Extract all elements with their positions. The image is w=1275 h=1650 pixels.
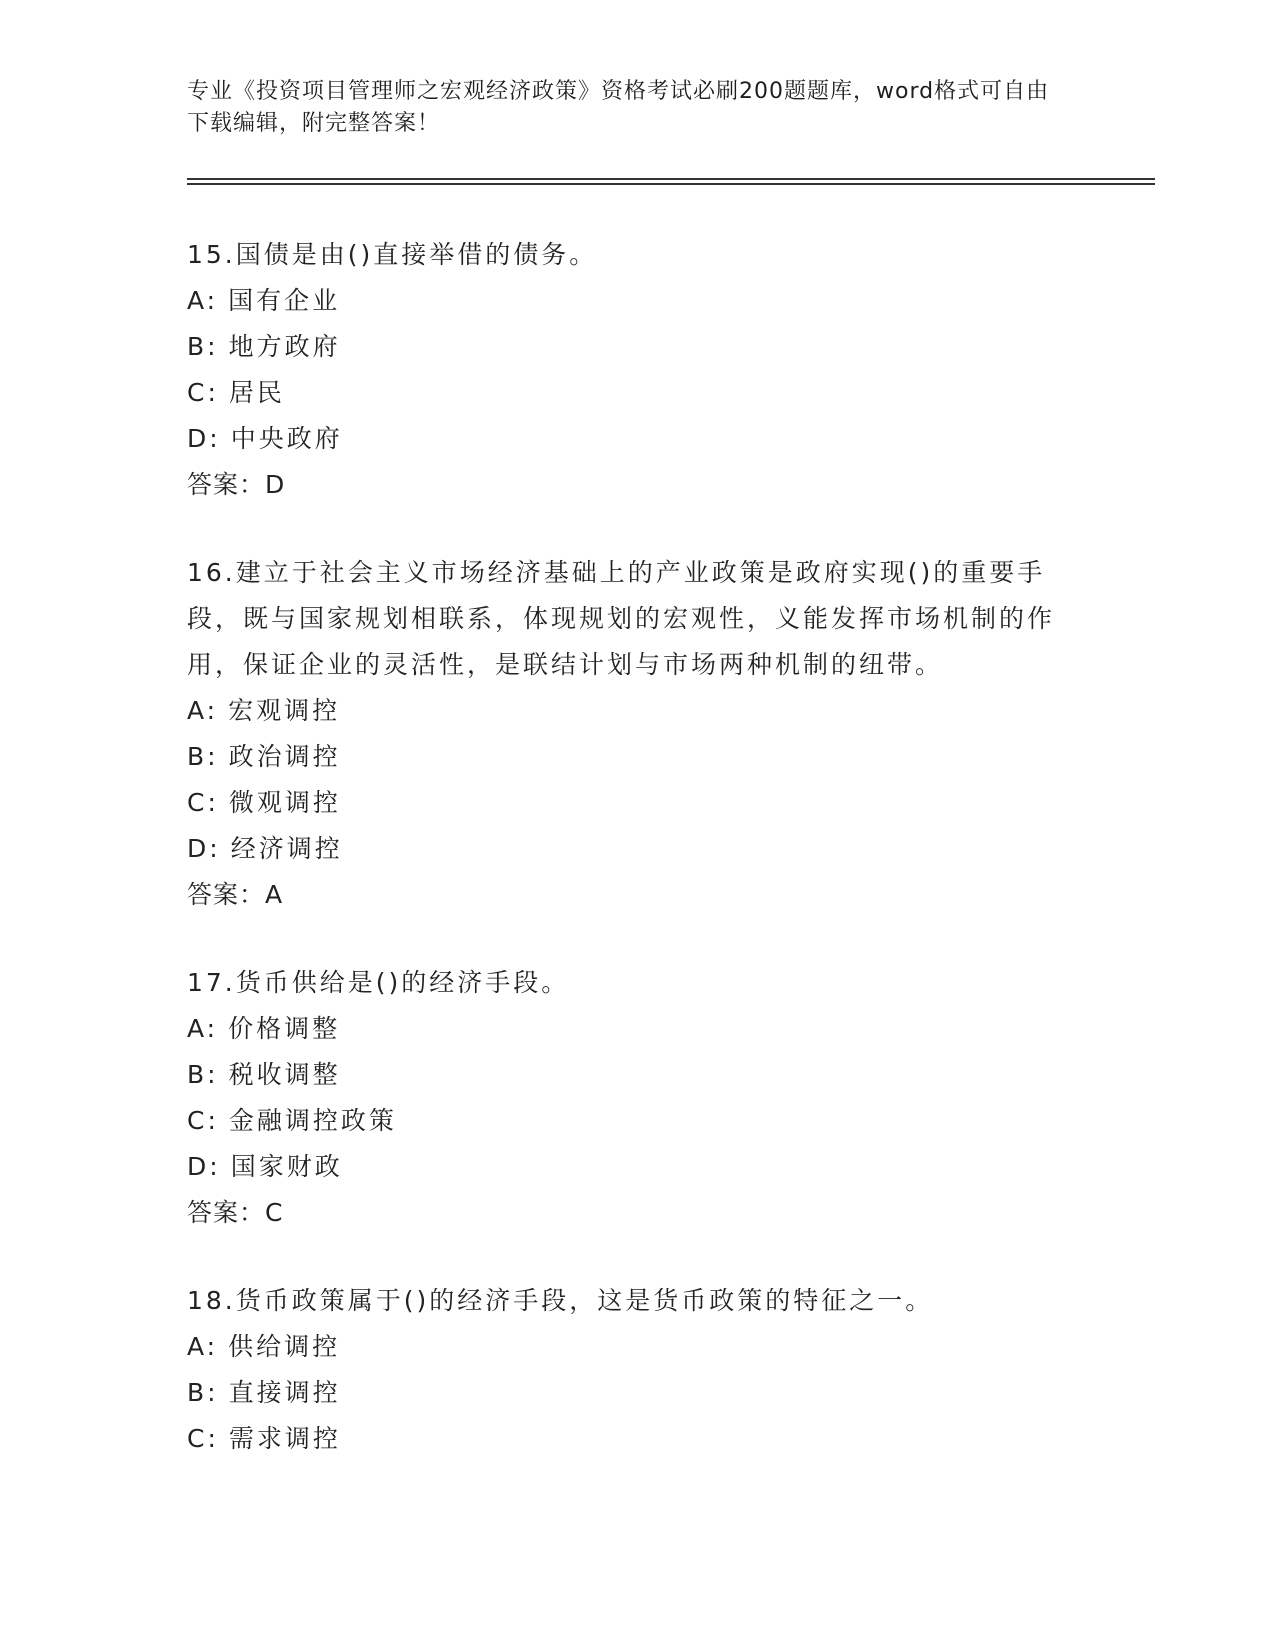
option-letter: C: [187, 1424, 219, 1453]
option-letter: B: [187, 1060, 219, 1089]
option-text: 直接调控 [228, 1378, 341, 1407]
answer-line: 答案：C [187, 1198, 284, 1227]
option-text: 经济调控 [230, 834, 343, 863]
option-text: 中央政府 [230, 424, 343, 453]
question-stem: 15.国债是由()直接举借的债务。 [187, 240, 598, 269]
answer-line: 答案：D [187, 470, 286, 499]
option-b [187, 324, 1087, 370]
option-letter: C: [187, 378, 219, 407]
option-c [187, 1098, 1087, 1144]
option-b [187, 1052, 1087, 1098]
option-c [187, 1416, 1087, 1462]
option-text: 价格调整 [228, 1014, 341, 1043]
question-15 [187, 232, 1087, 508]
option-text: 金融调控政策 [228, 1106, 397, 1135]
option-d [187, 826, 1087, 872]
option-letter: A: [187, 1332, 219, 1361]
answer-line: 答案：A [187, 880, 284, 909]
option-text: 宏观调控 [228, 696, 341, 725]
option-letter: C: [187, 788, 219, 817]
question-16 [187, 550, 1087, 918]
option-text: 地方政府 [228, 332, 341, 361]
option-letter: B: [187, 742, 219, 771]
question-18 [187, 1278, 1087, 1462]
header-rule-bottom [187, 183, 1155, 185]
option-letter: D: [187, 1152, 221, 1181]
option-letter: A: [187, 286, 219, 315]
option-c [187, 780, 1087, 826]
option-text: 需求调控 [228, 1424, 341, 1453]
option-letter: B: [187, 332, 219, 361]
option-d [187, 416, 1087, 462]
option-text: 国家财政 [230, 1152, 343, 1181]
option-text: 供给调控 [228, 1332, 341, 1361]
option-text: 税收调整 [228, 1060, 341, 1089]
option-letter: C: [187, 1106, 219, 1135]
option-text: 微观调控 [228, 788, 341, 817]
option-c [187, 370, 1087, 416]
question-stem: 17.货币供给是()的经济手段。 [187, 968, 570, 997]
question-list [187, 232, 1087, 1462]
option-letter: A: [187, 696, 219, 725]
option-text: 政治调控 [228, 742, 341, 771]
document-header: 专业《投资项目管理师之宏观经济政策》资格考试必刷200题题库，word格式可自由下载编辑，附完整答案！ [187, 79, 1050, 136]
header-rule-top [187, 178, 1155, 180]
option-d [187, 1144, 1087, 1190]
option-letter: D: [187, 424, 221, 453]
option-b [187, 734, 1087, 780]
option-letter: D: [187, 834, 221, 863]
option-a [187, 278, 1087, 324]
question-stem: 18.货币政策属于()的经济手段，这是货币政策的特征之一。 [187, 1286, 934, 1315]
question-stem: 16.建立于社会主义市场经济基础上的产业政策是政府实现()的重要手段，既与国家规划相联系，体现规划的宏观性，义能发挥市场机制的作用，保证企业的灵活性，是联结计划与市场两种机制的纽带。 [187, 558, 1056, 679]
option-a [187, 1006, 1087, 1052]
question-17 [187, 960, 1087, 1236]
option-a [187, 1324, 1087, 1370]
option-letter: A: [187, 1014, 219, 1043]
option-letter: B: [187, 1378, 219, 1407]
option-text: 居民 [228, 378, 285, 407]
option-a [187, 688, 1087, 734]
option-b [187, 1370, 1087, 1416]
option-text: 国有企业 [228, 286, 341, 315]
